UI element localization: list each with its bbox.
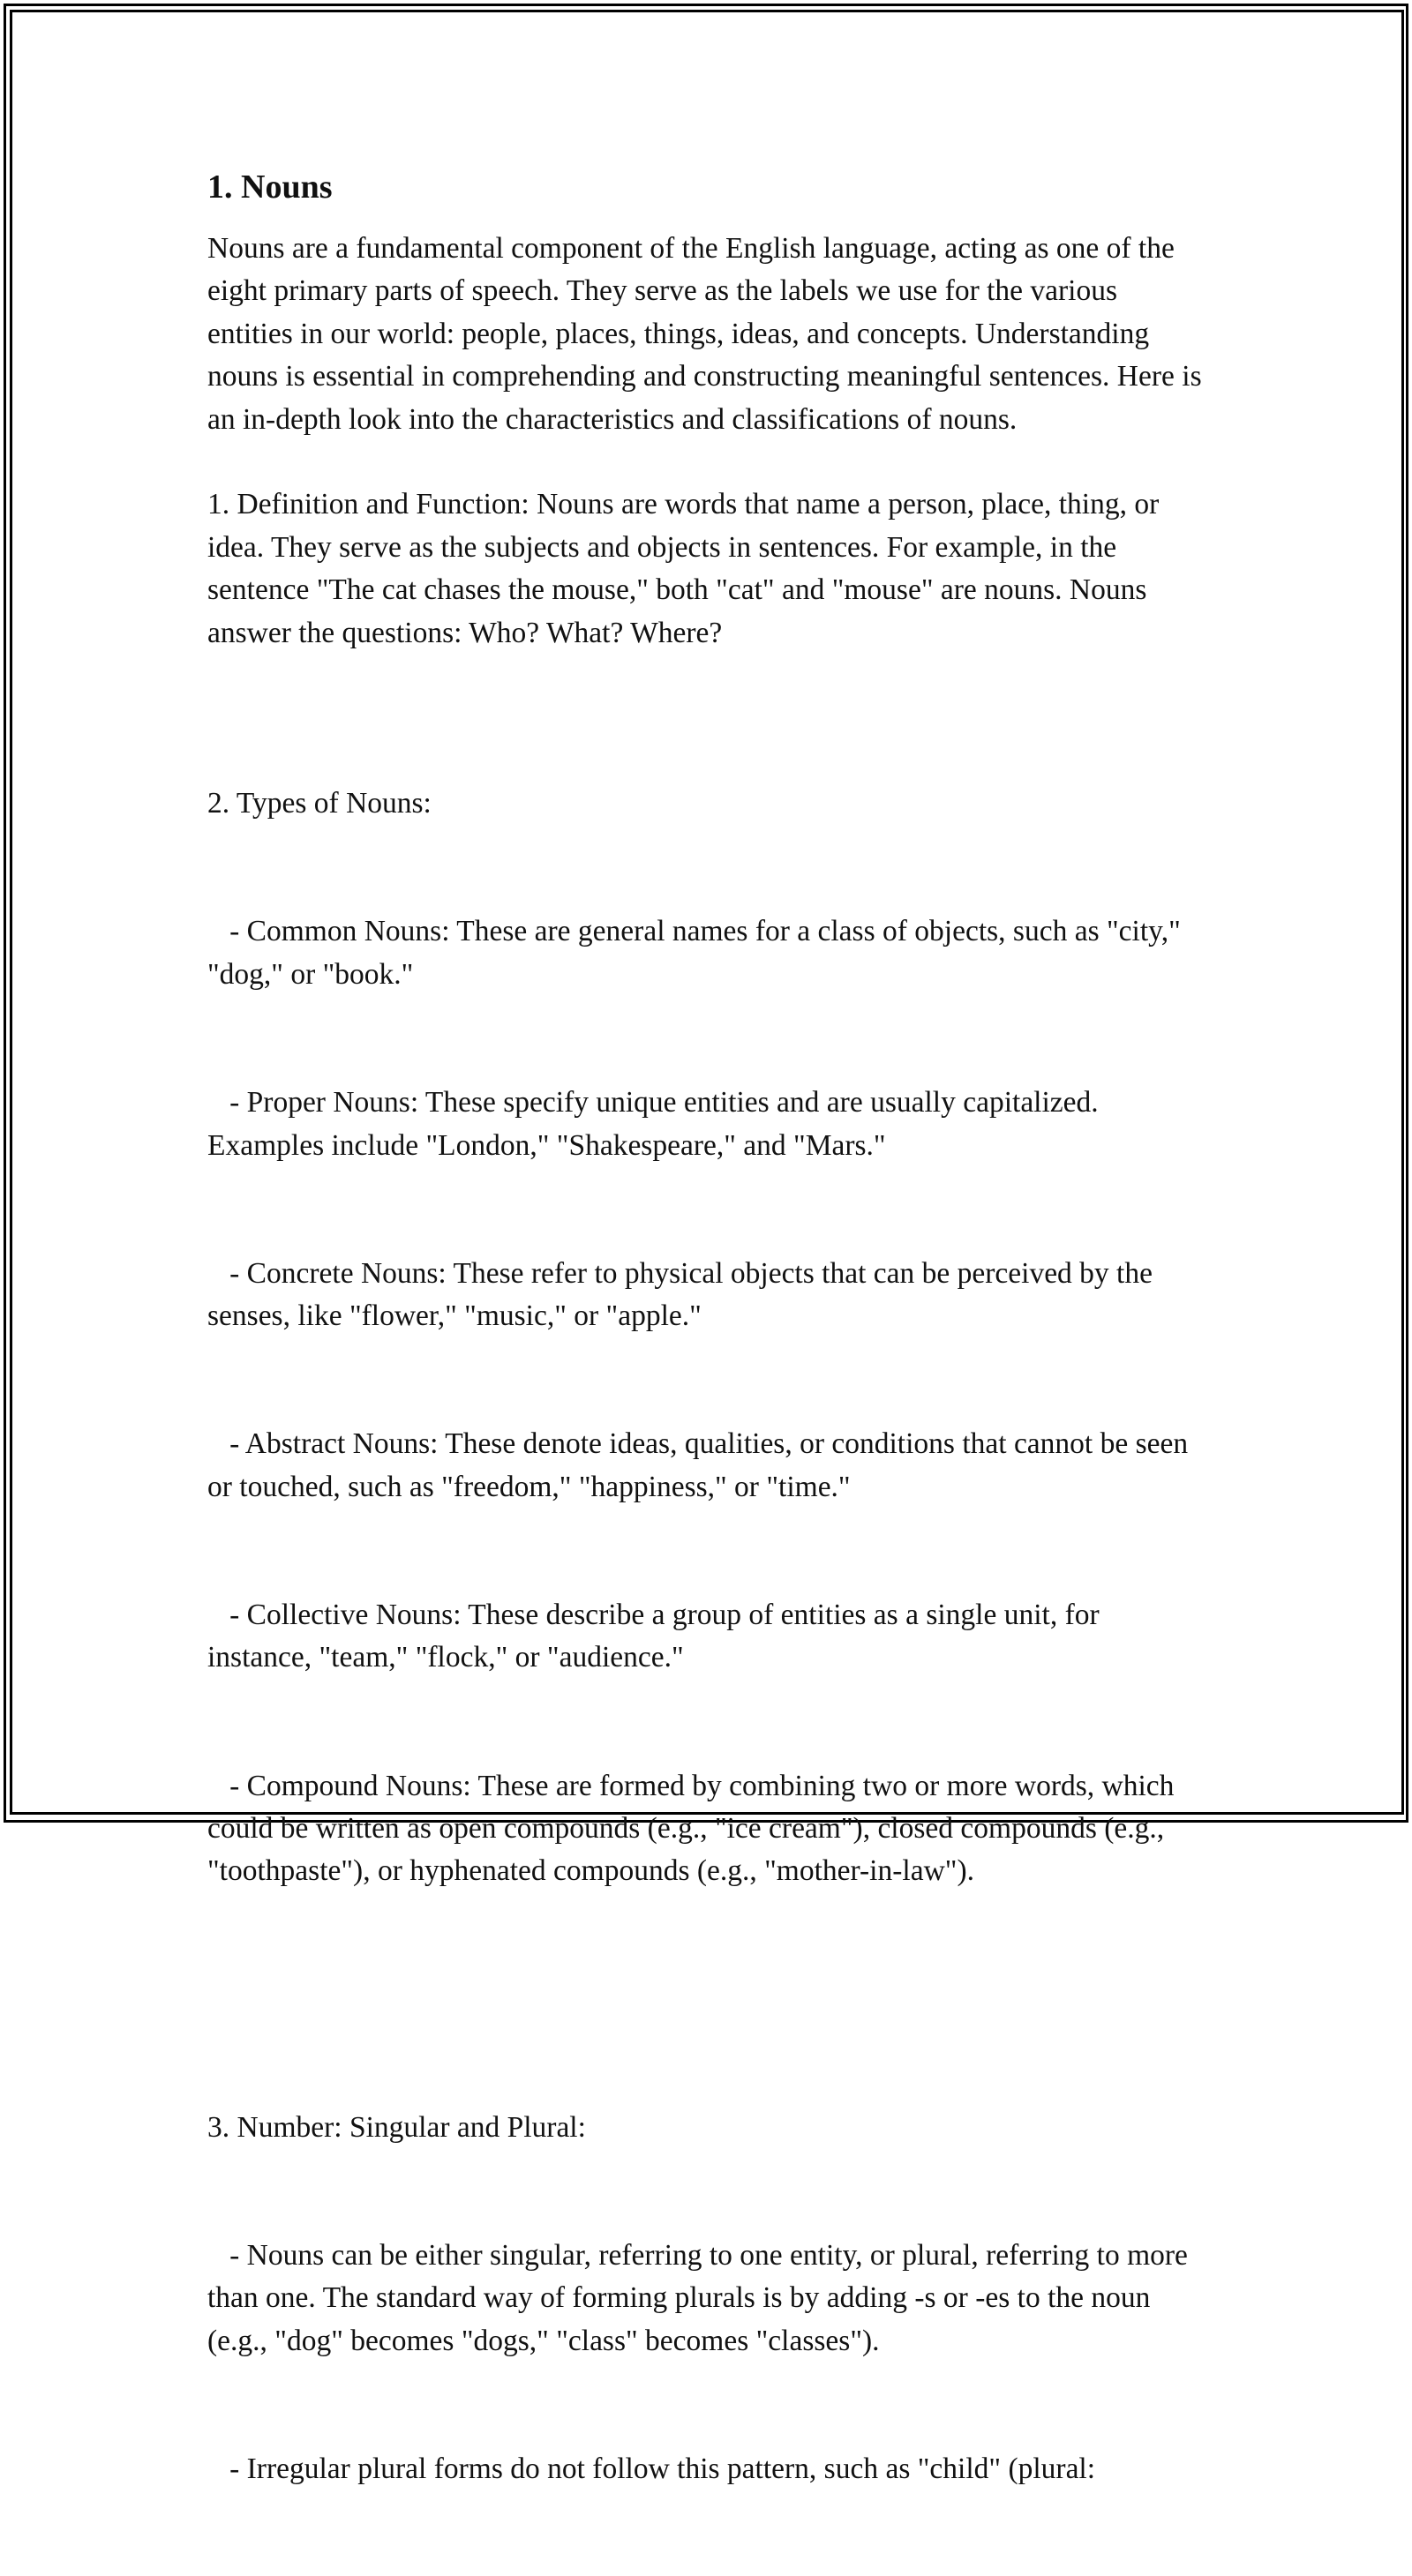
section-heading: 1. Nouns	[207, 168, 333, 206]
list-item-collective-nouns: - Collective Nouns: These describe a group of entities as a single unit, for instance, "team," "flock," or "audience."	[207, 1598, 1108, 1674]
intro-paragraph: Nouns are a fundamental component of the English language, acting as one of the eight primary parts of speech. They serve as the labels we use for the various entities in our world: people, places, things, ideas, and concepts. Understanding nouns is essential in comprehending and constructing meaningful sentences. Here is an in-depth look into the characteristics and classifications of nouns.	[207, 232, 1209, 436]
types-title: 2. Types of Nouns:	[207, 787, 432, 820]
document-body	[207, 164, 1209, 2576]
number-title: 3. Number: Singular and Plural:	[207, 2110, 586, 2144]
definition-paragraph: 1. Definition and Function: Nouns are words that name a person, place, thing, or idea. They serve as the subjects and objects in sentences. For example, in the sentence "The cat chases the mouse," both "cat" and "mouse" are nouns. Nouns answer the questions: Who? What? Where?	[207, 488, 1167, 649]
number-section	[207, 2021, 1205, 2576]
list-item-abstract-nouns: - Abstract Nouns: These denote ideas, qualities, or conditions that cannot be seen or touched, such as "freedom," "happiness," or "time."	[207, 1427, 1196, 1503]
list-item-irregular-plural: - Irregular plural forms do not follow this pattern, such as "child" (plural:	[207, 2452, 1096, 2486]
list-item-common-nouns: - Common Nouns: These are general names for a class of objects, such as "city," "dog," or "book."	[207, 915, 1189, 991]
list-item-concrete-nouns: - Concrete Nouns: These refer to physical objects that can be perceived by the senses, like "flower," "music," or "apple."	[207, 1256, 1160, 1333]
list-item-compound-nouns: - Compound Nouns: These are formed by combining two or more words, which could be written as open compounds (e.g., "ice cream"), closed compounds (e.g., "toothpaste"), or hyphenated compounds (e.g., "mother-in-law").	[207, 1769, 1182, 1888]
list-item-singular-plural: - Nouns can be either singular, referring to one entity, or plural, referring to more than one. The standard way of forming plurals is by adding -s or -es to the noun (e.g., "dog" becomes "dogs," "class" becomes "classes").	[207, 2239, 1196, 2357]
types-of-nouns-section	[207, 697, 1205, 1978]
list-item-proper-nouns: - Proper Nouns: These specify unique entities and are usually capitalized. Examples include "London," "Shakespeare," and "Mars."	[207, 1086, 1107, 1162]
